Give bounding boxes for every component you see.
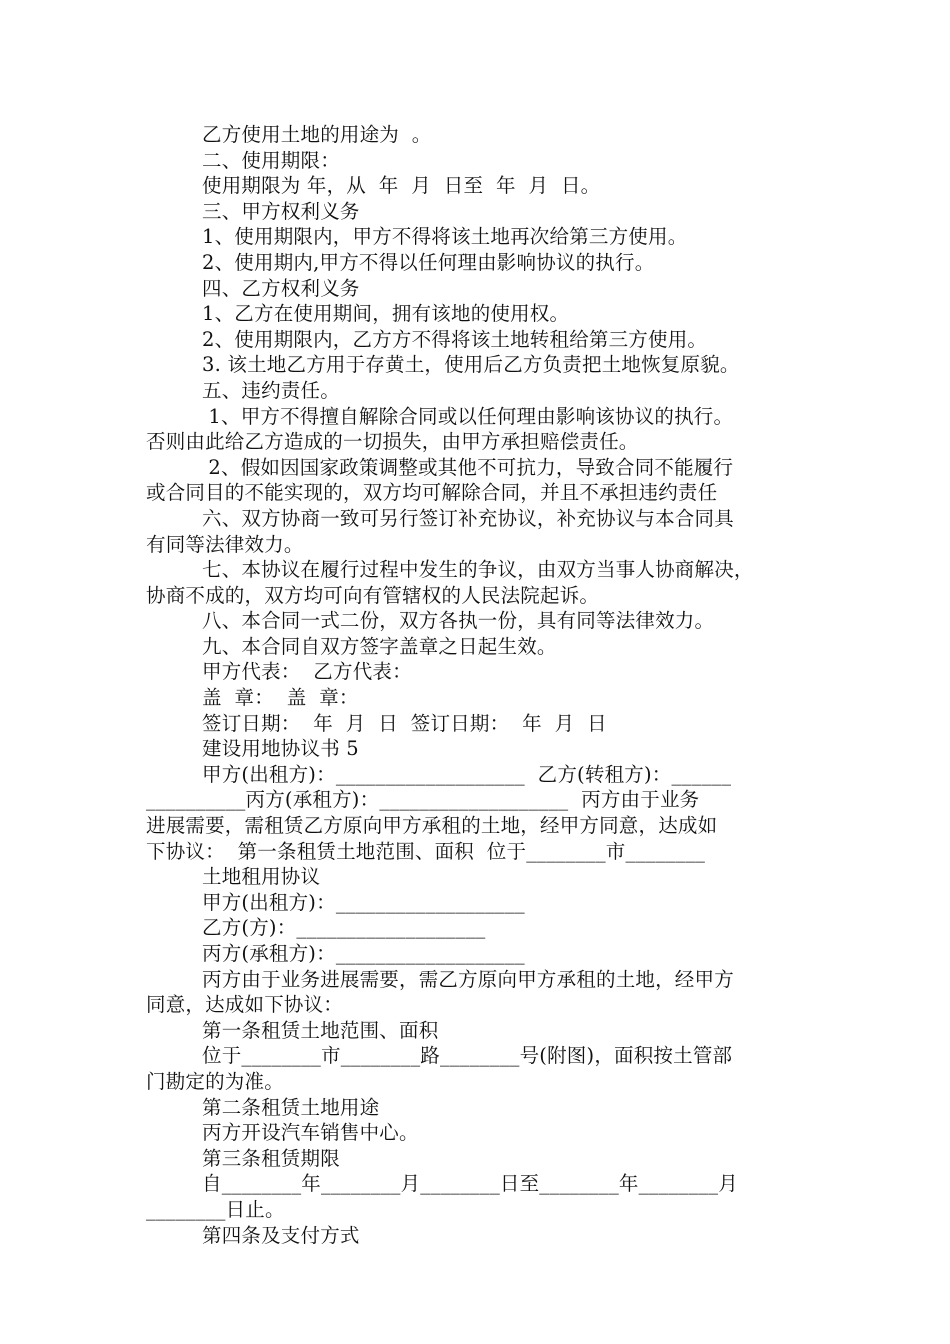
text-line: ________日止。 xyxy=(146,1197,285,1221)
text-line: 2、假如因国家政策调整或其他不可抗力，导致合同不能履行 xyxy=(202,455,734,479)
text-line: 八、本合同一式二份，双方各执一份，具有同等法律效力。 xyxy=(202,609,715,633)
text-line: 协商不成的，双方均可向有管辖权的人民法院起诉。 xyxy=(146,583,600,607)
text-line: 丙方(承租方)：___________________ xyxy=(202,942,525,965)
text-line: 1、甲方不得擅自解除合同或以任何理由影响该协议的执行。 xyxy=(202,404,734,428)
text-line: 三、甲方权利义务 xyxy=(202,199,360,223)
text-line: 四、乙方权利义务 xyxy=(202,276,360,300)
text-line: 乙方(方)：___________________ xyxy=(202,916,486,940)
text-line: 门勘定的为准。 xyxy=(146,1069,284,1093)
text-line: 甲方(出租方)：___________________ xyxy=(202,890,525,914)
text-line: 1、乙方在使用期间，拥有该地的使用权。 xyxy=(202,302,570,326)
text-line: 第一条租赁土地范围、面积 xyxy=(202,1018,439,1042)
text-line: 丙方由于业务进展需要，需乙方原向甲方承租的土地，经甲方 xyxy=(202,967,734,991)
text-line: 自________年________月________日至________年________月 xyxy=(202,1172,738,1196)
text-line: 同意，达成如下协议： xyxy=(146,993,344,1017)
text-line: 甲方(出租方)：___________________ 乙方(转租方)：______ xyxy=(202,762,732,786)
text-line: 3. 该土地乙方用于存黄土，使用后乙方负责把土地恢复原貌。 xyxy=(202,353,740,377)
text-line: 签订日期： 年 月 日 签订日期： 年 月 日 xyxy=(202,711,607,735)
text-line: 位于________市________路________号(附图)，面积按土管部 xyxy=(202,1044,733,1068)
text-line: 第二条租赁土地用途 xyxy=(202,1095,380,1119)
text-line: 否则由此给乙方造成的一切损失，由甲方承担赔偿责任。 xyxy=(146,430,639,454)
text-line: 进展需要，需租赁乙方原向甲方承租的土地，经甲方同意，达成如 xyxy=(146,814,718,838)
document-page xyxy=(146,122,810,1248)
text-line: __________丙方(承租方)：___________________ 丙方由于业务 xyxy=(146,788,700,812)
text-line: 第三条租赁期限 xyxy=(202,1146,340,1170)
text-line: 丙方开设汽车销售中心。 xyxy=(202,1121,419,1145)
text-line: 盖 章： 盖 章： xyxy=(202,686,359,710)
text-line: 第四条及支付方式 xyxy=(202,1223,360,1247)
text-line: 乙方使用土地的用途为 。 xyxy=(202,123,432,146)
text-line: 有同等法律效力。 xyxy=(146,532,304,556)
text-line: 使用期限为 年，从 年 月 日至 年 月 日。 xyxy=(202,174,601,198)
text-line: 五、违约责任。 xyxy=(202,378,340,402)
text-line: 甲方代表： 乙方代表： xyxy=(202,660,412,684)
text-line: 或合同目的不能实现的，双方均可解除合同，并且不承担违约责任 xyxy=(146,481,718,505)
text-line: 九、本合同自双方签字盖章之日起生效。 xyxy=(202,634,557,658)
text-line: 土地租用协议 xyxy=(202,865,321,889)
text-line: 1、使用期限内，甲方不得将该土地再次给第三方使用。 xyxy=(202,225,688,249)
text-line: 2、使用期限内，乙方方不得将该土地转租给第三方使用。 xyxy=(202,327,708,351)
text-line: 下协议： 第一条租赁土地范围、面积 位于________市________ xyxy=(146,839,706,863)
text-line: 六、双方协商一致可另行签订补充协议，补充协议与本合同具 xyxy=(202,506,734,530)
text-line: 七、本协议在履行过程中发生的争议，由双方当事人协商解决， xyxy=(202,558,754,582)
text-line: 二、使用期限： xyxy=(202,148,340,172)
text-line: 2、使用期内,甲方不得以任何理由影响协议的执行。 xyxy=(202,250,655,274)
text-line: 建设用地协议书 5 xyxy=(202,737,359,761)
